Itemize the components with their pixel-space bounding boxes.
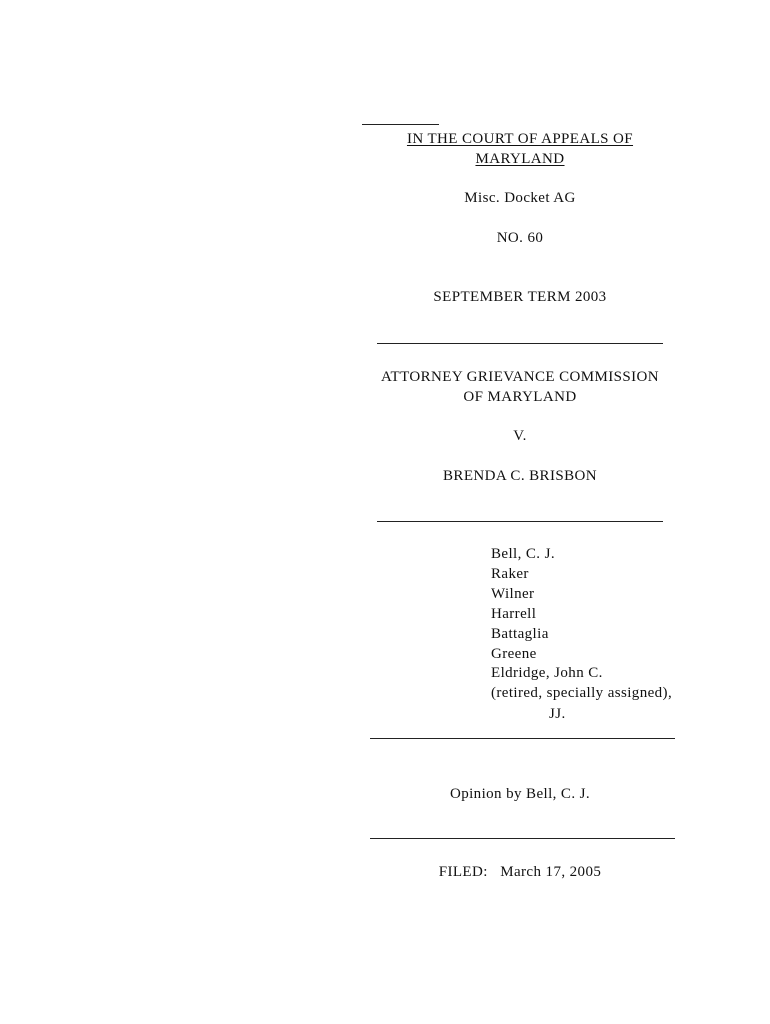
opinion-author: Opinion by Bell, C. J.: [449, 786, 591, 802]
divider-rule-3: [370, 738, 675, 739]
judge-line: Bell, C. J.: [491, 546, 555, 562]
judges-suffix: JJ.: [549, 706, 566, 722]
judge-line: Battaglia: [491, 625, 549, 642]
judge-line: Wilner: [491, 585, 535, 602]
divider-rule-4: [370, 838, 675, 839]
petitioner-line-1: ATTORNEY GRIEVANCE COMMISSION: [380, 369, 659, 385]
judge-line: Eldridge, John C.: [491, 665, 603, 682]
versus-label: V.: [513, 428, 527, 444]
divider-rule-1: [377, 343, 663, 344]
judge-line: Greene: [491, 645, 537, 662]
court-name-line-1: IN THE COURT OF APPEALS OF: [406, 131, 634, 147]
respondent-name: BRENDA C. BRISBON: [443, 468, 597, 484]
docket-label: Misc. Docket AG: [464, 190, 576, 206]
docket-number: NO. 60: [496, 230, 544, 246]
judge-line: (retired, specially assigned),: [491, 685, 673, 702]
judges-list: [491, 545, 672, 704]
judge-line: Raker: [491, 565, 529, 582]
top-short-rule: [362, 124, 439, 125]
filed-date: FILED: March 17, 2005: [438, 864, 602, 880]
term-label: SEPTEMBER TERM 2003: [433, 289, 607, 305]
court-name-line-2: MARYLAND: [475, 151, 565, 167]
divider-rule-2: [377, 521, 663, 522]
judge-line: Harrell: [491, 605, 537, 622]
petitioner-line-2: OF MARYLAND: [463, 389, 577, 405]
